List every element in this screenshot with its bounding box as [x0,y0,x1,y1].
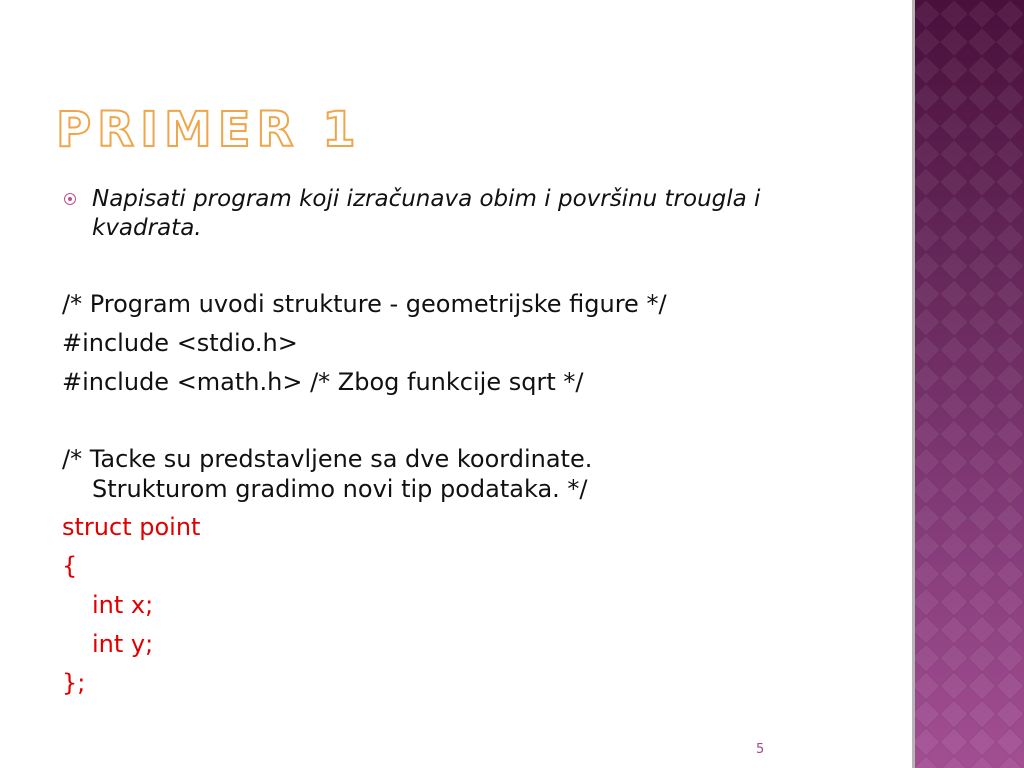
code-line-struct-point: struct point [62,513,201,541]
code-line-include-math: #include <math.h> /* Zbog funkcije sqrt */ [62,368,584,396]
code-line-int-x: int x; [92,591,154,619]
code-line-include-stdio: #include <stdio.h> [62,329,298,357]
decorative-sidebar [912,0,1024,768]
bullet-text: Napisati program koji izračunava obim i površinu trougla i kvadrata. [92,186,761,241]
code-line-int-y: int y; [92,630,154,658]
diamond-pattern [912,0,1024,768]
code-line-comment: /* Program uvodi strukture - geometrijske figure */ [62,290,667,318]
code-line-close-brace: }; [62,669,86,697]
page-number: 5 [756,742,765,757]
code-line-open-brace: { [62,552,78,580]
bullet-circle-icon [64,193,76,205]
bullet-item [62,185,822,243]
sidebar-divider [912,0,915,768]
code-line-comment-points-2: Strukturom gradimo novi tip podataka. */ [92,475,588,503]
code-line-comment-points-1: /* Tacke su predstavljene sa dve koordinate. [62,445,593,473]
slide-title: PRIMER 1 [56,102,362,158]
